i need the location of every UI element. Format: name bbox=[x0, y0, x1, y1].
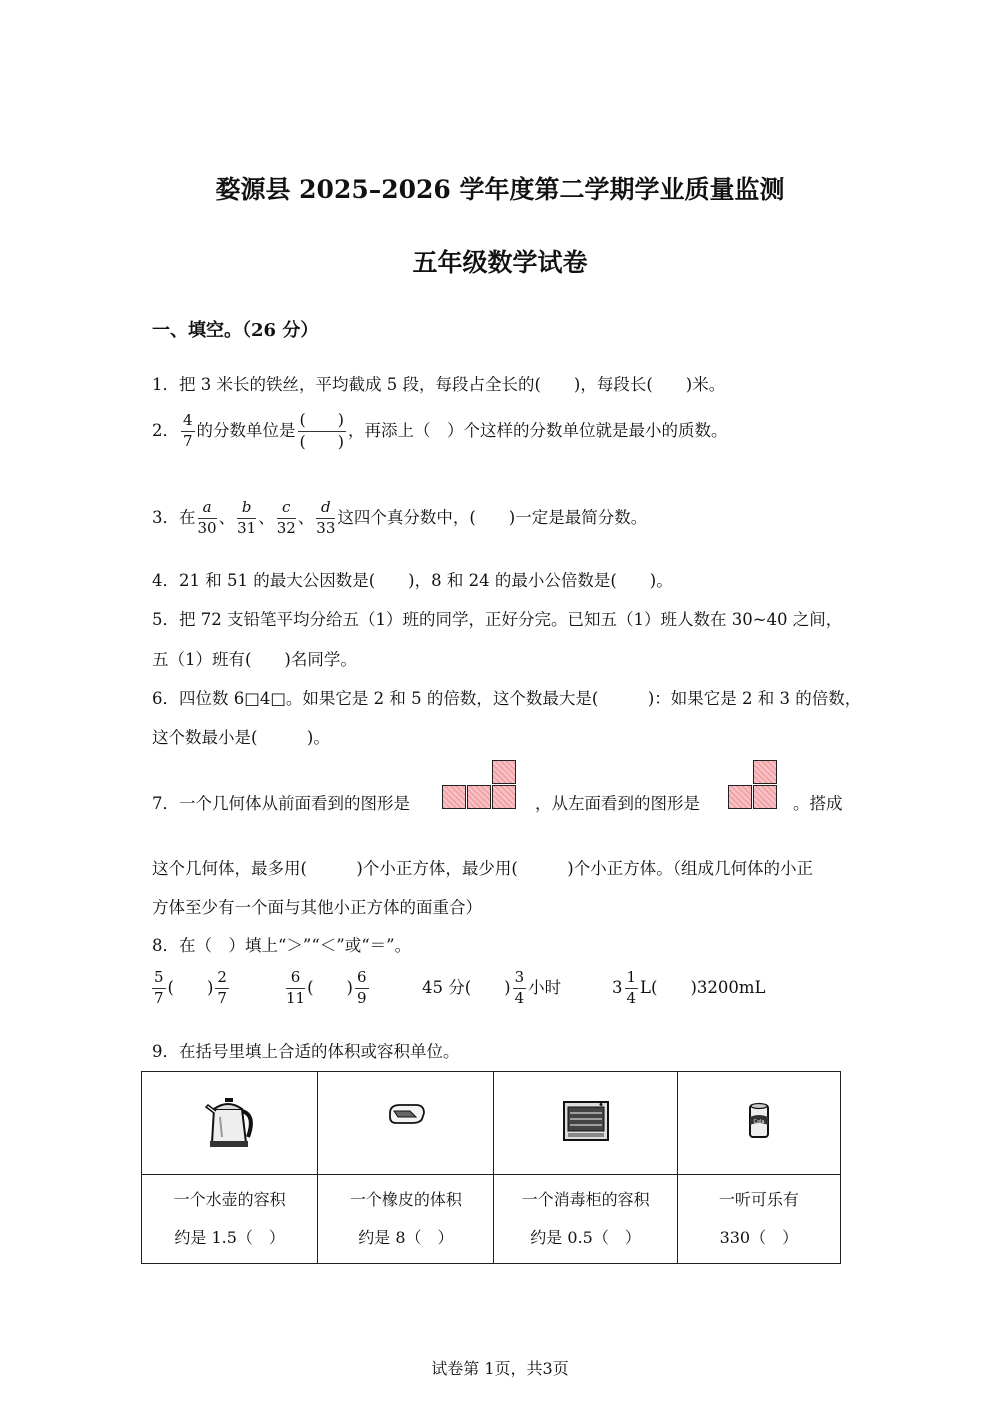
q2-prefix: 2． bbox=[152, 420, 179, 440]
q9-cola-line1: 一听可乐有 bbox=[718, 1190, 799, 1209]
q8-1-blank[interactable]: ( ) bbox=[167, 977, 214, 997]
q8-1-a-den: 7 bbox=[154, 988, 164, 1007]
question-4: 4．21 和 51 的最大公因数是( )，8 和 24 的最小公倍数是( )。 bbox=[152, 571, 673, 590]
question-7-part2: ，从左面看到的图形是 bbox=[535, 794, 700, 813]
q8-item-4 bbox=[612, 970, 765, 1007]
question-8: 8．在（ ）填上“＞”“＜”或“＝”。 bbox=[152, 936, 412, 955]
q2-frac-den: 7 bbox=[183, 431, 193, 450]
q9-eraser-line1: 一个橡皮的体积 bbox=[349, 1190, 462, 1209]
q8-3-b-den: 4 bbox=[514, 988, 525, 1007]
q9-cell-cabinet bbox=[494, 1175, 677, 1264]
q2-blank-num[interactable]: ( ) bbox=[298, 412, 347, 432]
q9-cabinet-line2[interactable]: 约是 0.5（ ） bbox=[530, 1228, 641, 1247]
q9-pic-cell bbox=[142, 1072, 318, 1175]
q3-frac-c bbox=[277, 500, 296, 537]
q3-sep: 、 bbox=[297, 507, 315, 527]
section-heading: 一、填空。（26 分） bbox=[152, 320, 319, 341]
q3-frac-b-den: 31 bbox=[237, 518, 257, 537]
q8-4-a-den: 4 bbox=[626, 988, 637, 1007]
q3-sep: 、 bbox=[218, 507, 236, 527]
q8-3-b-num: 3 bbox=[513, 970, 527, 989]
page-footer: 试卷第 1页，共3页 bbox=[431, 1359, 569, 1378]
cola-can-icon bbox=[747, 1101, 771, 1141]
q8-4-whole: 3 bbox=[612, 977, 623, 997]
q9-cell-eraser bbox=[318, 1175, 494, 1264]
q8-2-b-num: 6 bbox=[355, 970, 369, 989]
exam-subtitle: 五年级数学试卷 bbox=[412, 248, 588, 277]
q9-cell-cola bbox=[677, 1175, 840, 1264]
question-6-line2: 这个数最小是( )。 bbox=[152, 728, 330, 747]
q9-cabinet-line1: 一个消毒柜的容积 bbox=[521, 1190, 650, 1209]
q2-blank-fraction[interactable] bbox=[298, 412, 347, 451]
q8-3-left[interactable]: 45 分( ) bbox=[422, 977, 511, 997]
question-3 bbox=[152, 500, 647, 537]
front-view-figure bbox=[442, 758, 522, 812]
question-5-line2: 五（1）班有( )名同学。 bbox=[152, 650, 357, 669]
q3-frac-d bbox=[316, 500, 335, 537]
question-1: 1．把 3 米长的铁丝，平均截成 5 段，每段占全长的( )，每段长( )米。 bbox=[152, 375, 726, 394]
kettle-icon bbox=[202, 1091, 258, 1151]
q2-suffix: ，再添上（ ）个这样的分数单位就是最小的质数。 bbox=[348, 420, 728, 440]
q3-frac-b bbox=[237, 500, 256, 537]
q3-suffix: 这四个真分数中，( )一定是最简分数。 bbox=[337, 507, 648, 527]
q8-4-unit[interactable]: L( )3200mL bbox=[640, 977, 766, 997]
left-view-square bbox=[728, 785, 752, 809]
question-5-line1: 5．把 72 支铅笔平均分给五（1）班的同学，正好分完。已知五（1）班人数在 30~40 之间， bbox=[152, 610, 843, 629]
q8-1-b-den: 7 bbox=[217, 988, 227, 1007]
q3-frac-a-num: a bbox=[198, 500, 217, 519]
front-view-square bbox=[492, 760, 516, 784]
front-view-square bbox=[442, 785, 466, 809]
q8-2-a-den: 11 bbox=[286, 988, 306, 1007]
front-view-square bbox=[492, 785, 516, 809]
q8-2-blank[interactable]: ( ) bbox=[307, 977, 353, 997]
q8-1-b-num: 2 bbox=[215, 970, 229, 989]
q8-4-a-num: 1 bbox=[625, 970, 639, 989]
q2-frac-num: 4 bbox=[181, 413, 195, 432]
q9-cell-kettle bbox=[142, 1175, 318, 1264]
left-view-square bbox=[753, 760, 777, 784]
question-7-part1: 7．一个几何体从前面看到的图形是 bbox=[152, 794, 410, 813]
q8-item-2 bbox=[284, 970, 371, 1007]
svg-text:Cola: Cola bbox=[753, 1119, 765, 1125]
q9-eraser-line2[interactable]: 约是 8（ ） bbox=[358, 1228, 454, 1247]
q2-fraction bbox=[181, 413, 195, 450]
q3-frac-c-den: 32 bbox=[276, 518, 296, 537]
q3-frac-d-den: 33 bbox=[316, 518, 336, 537]
left-view-square bbox=[753, 785, 777, 809]
question-7-part3: 。搭成 bbox=[793, 794, 843, 813]
question-9: 9．在括号里填上合适的体积或容积单位。 bbox=[152, 1042, 460, 1061]
q9-pic-cell bbox=[494, 1072, 677, 1175]
disinfection-cabinet-icon bbox=[561, 1099, 611, 1143]
eraser-icon bbox=[386, 1099, 426, 1129]
q2-mid: 的分数单位是 bbox=[196, 420, 296, 440]
q8-2-a-num: 6 bbox=[286, 970, 305, 989]
question-2 bbox=[152, 412, 728, 451]
left-view-figure bbox=[728, 758, 784, 812]
front-view-square bbox=[467, 785, 491, 809]
question-6-line1: 6．四位数 6□4□。如果它是 2 和 5 的倍数，这个数最大是( )：如果它是 2 和 3 的倍数， bbox=[152, 689, 862, 708]
q3-frac-c-num: c bbox=[277, 500, 296, 519]
exam-title: 婺源县 2025–2026 学年度第二学期学业质量监测 bbox=[215, 175, 785, 204]
q8-1-a-num: 5 bbox=[152, 970, 166, 989]
q9-pic-cell bbox=[677, 1072, 840, 1175]
q2-blank-den[interactable]: ( ) bbox=[299, 431, 345, 451]
question-7-line2: 这个几何体，最多用( )个小正方体，最少用( )个小正方体。（组成几何体的小正 bbox=[152, 859, 813, 878]
q8-2-b-den: 9 bbox=[356, 988, 367, 1007]
q9-table bbox=[141, 1071, 841, 1264]
q8-item-3 bbox=[422, 970, 561, 1007]
q3-frac-a-den: 30 bbox=[197, 518, 217, 537]
q9-cola-line2[interactable]: 330（ ） bbox=[719, 1228, 799, 1247]
q3-frac-a bbox=[198, 500, 217, 537]
q3-prefix: 3．在 bbox=[152, 507, 196, 527]
q9-kettle-line1: 一个水壶的容积 bbox=[173, 1190, 286, 1209]
q3-frac-b-num: b bbox=[237, 500, 256, 519]
question-7-line3: 方体至少有一个面与其他小正方体的面重合） bbox=[152, 898, 482, 917]
q8-item-1 bbox=[150, 970, 231, 1007]
q8-3-right: 小时 bbox=[528, 977, 562, 997]
q3-frac-d-num: d bbox=[316, 500, 335, 519]
q9-pic-cell bbox=[318, 1072, 494, 1175]
q3-sep: 、 bbox=[258, 507, 275, 527]
q9-kettle-line2[interactable]: 约是 1.5（ ） bbox=[174, 1228, 285, 1247]
